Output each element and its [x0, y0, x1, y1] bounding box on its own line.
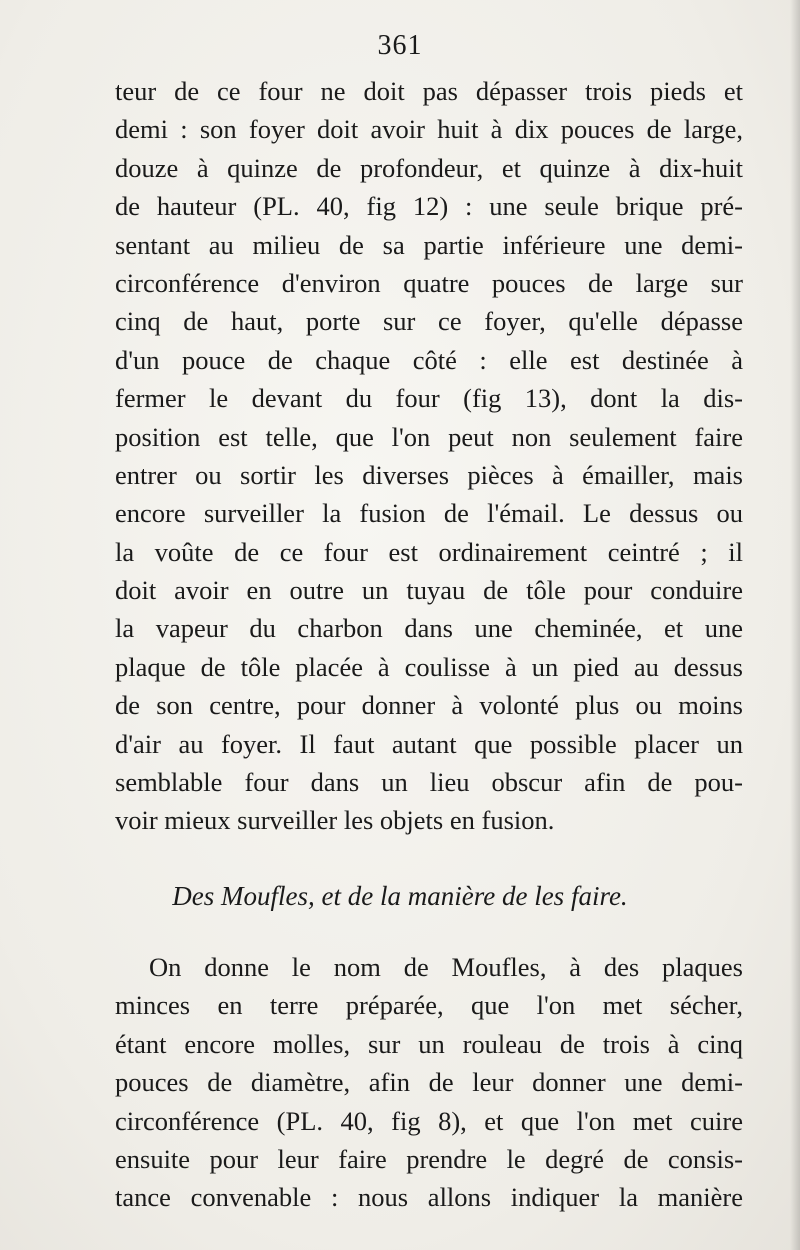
text-line: encore surveiller la fusion de l'émail. Le dessus ou [115, 498, 743, 529]
text-line: étant encore molles, sur un rouleau de trois à cinq [115, 1028, 743, 1059]
text-line: la vapeur du charbon dans une cheminée, et une [115, 613, 743, 644]
text-line: d'un pouce de chaque côté : elle est destinée à [115, 344, 743, 375]
text-line: fermer le devant du four (fig 13), dont la dis- [115, 383, 743, 414]
text-line: teur de ce four ne doit pas dépasser trois pieds et [115, 76, 743, 106]
text-line: position est telle, que l'on peut non seulement faire [115, 421, 743, 452]
text-line: demi : son foyer doit avoir huit à dix pouces de large, [115, 114, 743, 145]
text-line: On donne le nom de Moufles, à des plaques [149, 952, 743, 982]
text-line: doit avoir en outre un tuyau de tôle pour conduire [115, 575, 743, 606]
text-line: voir mieux surveiller les objets en fusion. [115, 805, 555, 836]
text-line: circonférence (PL. 40, fig 8), et que l'on met cuire [115, 1105, 743, 1136]
paragraph-1 [115, 72, 743, 840]
text-line: circonférence d'environ quatre pouces de large sur [115, 267, 743, 298]
paragraph-2 [115, 948, 743, 1217]
text-line: sentant au milieu de sa partie inférieure une demi- [115, 229, 743, 260]
text-line: minces en terre préparée, que l'on met sécher, [115, 990, 743, 1021]
text-line: de son centre, pour donner à volonté plus ou moins [115, 690, 743, 721]
text-line: semblable four dans un lieu obscur afin de pou- [115, 767, 743, 798]
text-line: entrer ou sortir les diverses pièces à émailler, mais [115, 459, 743, 490]
section-heading: Des Moufles, et de la manière de les faire. [172, 881, 628, 911]
page-number: 361 [377, 30, 423, 61]
text-line: tance convenable : nous allons indiquer la manière [115, 1182, 743, 1213]
text-line: douze à quinze de profondeur, et quinze à dix-huit [115, 152, 743, 183]
text-line: ensuite pour leur faire prendre le degré de consis- [115, 1143, 743, 1174]
text-line: d'air au foyer. Il faut autant que possible placer un [115, 728, 743, 759]
text-line: la voûte de ce four est ordinairement ceintré ; il [115, 536, 743, 567]
text-line: pouces de diamètre, afin de leur donner une demi- [115, 1067, 743, 1098]
text-line: de hauteur (PL. 40, fig 12) : une seule brique pré- [115, 191, 743, 222]
text-line: plaque de tôle placée à coulisse à un pied au dessus [115, 651, 743, 682]
page-edge-shadow [790, 0, 800, 1250]
text-line: cinq de haut, porte sur ce foyer, qu'elle dépasse [115, 306, 743, 337]
